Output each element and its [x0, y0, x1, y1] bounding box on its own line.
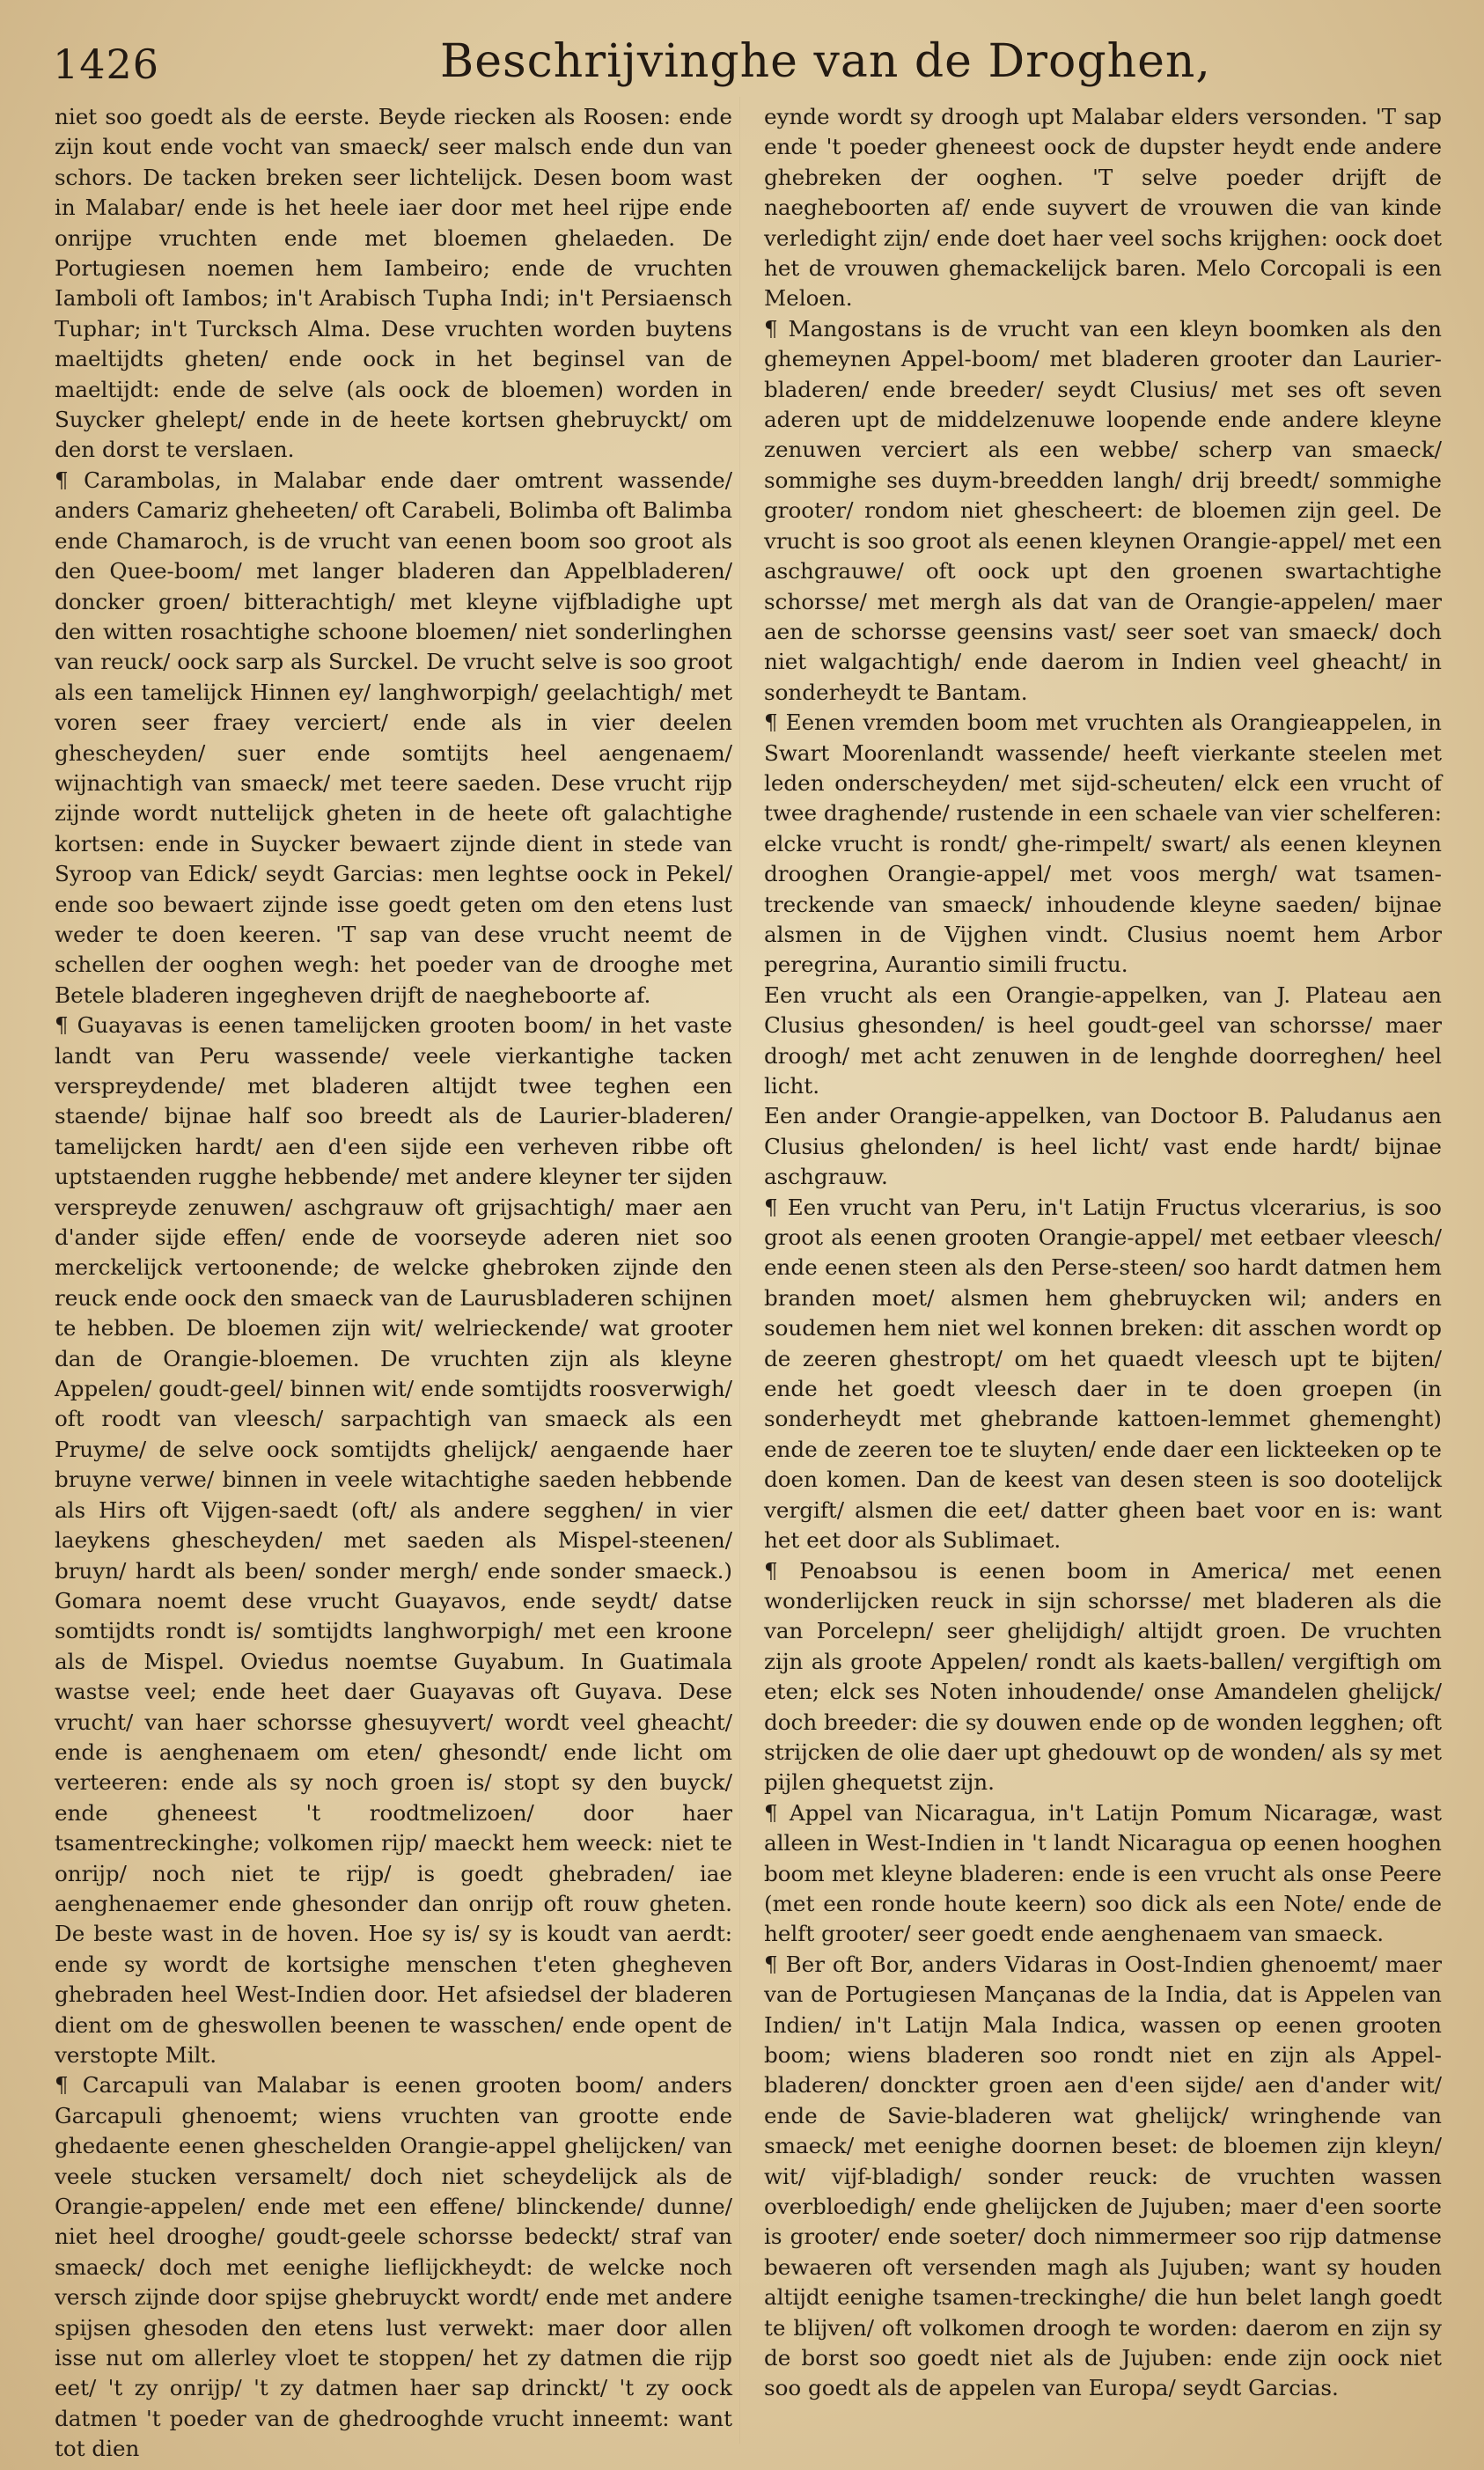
paragraph-carcapuli-cont: eynde wordt sy droogh upt Malabar elders versonden. 'T sap ende 't poeder gheneest oock de dupster heydt ende andere ghebreken der ooghen. 'T selve poeder drijft de naegheboorten af/ ende suyvert de vrouwen die van kinde verledight zijn/ ende doet haer veel sochs krijghen: oock doet het de vrouwen ghemackelijck baren. Melo Corcopali is een Meloen. [764, 104, 1442, 312]
paragraph-nicaragua: ¶ Appel van Nicaragua, in't Latijn Pomum Nicaragæ, wast alleen in West-Indien in 't landt Nicaragua op eenen hooghen boom met kleyne bladeren: ende is een vrucht als onse Peere (met een ronde houte keern) soo dick als een Note/ ende de helft grooter/ seer goedt ende aenghenaem van smaeck. [764, 1799, 1442, 1947]
column-gutter [739, 97, 740, 2444]
paragraph-guayavas: ¶ Guayavas is eenen tamelijcken grooten boom/ in het vaste landt van Peru wassende/ veele vierkantighe tacken verspreydende/ met bladeren altijdt twee teghen een staende/ bijnae half soo breedt als de Laurier-bladeren/ tamelijcken hardt/ aen d'een sijde een verheven ribbe oft uptstaenden rugghe hebbende/ met andere kleyner ter sijden verspreyde zenuwen/ aschgrauw oft grijsachtigh/ maer aen d'ander sijde effen/ ende de voorseyde aderen niet soo merckelijck vertoonende; de welcke ghebroken zijnde den reuck ende oock den smaeck van de Laurusbladeren schijnen te hebben. De bloemen zijn wit/ welrieckende/ wat grooter dan de Orangie-bloemen. De vruchten zijn als kleyne Appelen/ goudt-geel/ binnen wit/ ende somtijdts roosverwigh/ oft roodt van vleesch/ sarpachtigh van smaeck als een Pruyme/ de selve oock somtijdts ghelijck/ aengaende haer bruyne verwe/ binnen in veele witachtighe saeden hebbende als Hirs oft Vijgen-saedt (oft/ als andere segghen/ in vier laeykens ghescheyden/ met saeden als Mispel-steenen/ bruyn/ hardt als been/ sonder mergh/ ende sonder smaeck.) Gomara noemt dese vrucht Guayavos, ende seydt/ datse somtijdts rondt is/ somtijdts langhworpigh/ met een kroone als de Mispel. Oviedus noemtse Guyabum. In Guatimala wastse veel; ende heet daer Guayavas oft Guyava. Dese vrucht/ van haer schorsse ghesuyvert/ wordt veel gheacht/ ende is aenghenaem om eten/ ghesondt/ ende licht om verteeren: ende als sy noch groen is/ stopt sy den buyck/ ende gheneest 't roodtmelizoen/ door haer tsamentreckinghe; volkomen rijp/ maeckt hem weeck: niet te onrijp/ noch niet te rijp/ is goedt ghebraden/ iae aenghenaemer ende ghesonder dan onrijp oft rouw gheten. De beste wast in de hoven. Hoe sy is/ sy is koudt van aerdt: ende sy wordt de kortsighe menschen t'eten ghegheven ghebraden heel West-Indien door. Het afsiedsel der bladeren dient om de gheswollen beenen te wasschen/ ende opent de verstopte Milt. [55, 1012, 732, 2068]
paragraph-carcapuli: ¶ Carcapuli van Malabar is eenen grooten boom/ anders Garcapuli ghenoemt; wiens vruchten van grootte ende ghedaente eenen gheschelden Orangie-appel ghelijcken/ van veele stucken versamelt/ doch niet scheydelijck als de Orangie-appelen/ ende met een effene/ blinckende/ dunne/ niet heel drooghe/ goudt-geele schorsse bedeckt/ straf van smaeck/ doch met eenighe lieflijckheydt: de welcke noch versch zijnde door spijse ghebruyckt wordt/ ende met andere spijsen ghesoden den etens lust verwekt: maer door allen isse nut om allerley vloet te stoppen/ het zy datmen die rijp eet/ 't zy onrijp/ 't zy datmen haer sap drinckt/ 't zy oock datmen 't poeder van de ghedrooghde vrucht inneemt: want tot dien [55, 2072, 732, 2462]
paragraph-plateau: Een vrucht als een Orangie-appelken, van J. Plateau aen Clusius ghesonden/ is heel goudt-geel van schorsse/ maer droogh/ met acht zenuwen in de lenghde doorreghen/ heel licht. [764, 981, 1442, 1099]
page-number: 1426 [53, 40, 160, 88]
running-title: Beschrijvinghe van de Droghen, [440, 35, 1211, 88]
paragraph-carambolas: ¶ Carambolas, in Malabar ende daer omtrent wassende/ anders Camariz gheheeten/ oft Carabeli, Bolimba oft Balimba ende Chamaroch, is de vrucht van eenen boom soo groot als den Quee-boom/ met langer bladeren dan Appelbladeren/ doncker groen/ bitterachtigh/ met kleyne vijfbladighe upt den witten rosachtighe schoone bloemen/ niet sonderlinghen van reuck/ oock sarp als Surckel. De vrucht selve is soo groot als een tamelijck Hinnen ey/ langhworpigh/ geelachtigh/ met voren seer fraey verciert/ ende als in vier deelen ghescheyden/ suer ende somtijts heel aengenaem/ wijnachtigh van smaeck/ met teere saeden. Dese vrucht rijp zijnde wordt nuttelijck gheten in de heete oft galachtighe kortsen: ende in Suycker bewaert zijnde dient in stede van Syroop van Edick/ seydt Garcias: men leghtse oock in Pekel/ ende soo bewaert zijnde isse goedt geten om den etens lust weder te doen keeren. 'T sap van dese vrucht neemt de schellen der ooghen wegh: het poeder van de drooghe met Betele bladeren ingegheven drijft de naegheboorte af. [55, 467, 732, 1008]
paragraph-peru-fruit: ¶ Een vrucht van Peru, in't Latijn Fructus vlcerarius, is soo groot als eenen grooten Orangie-appel/ met eetbaer vleesch/ ende eenen steen als den Perse-steen/ soo hardt datmen hem branden moet/ alsmen hem ghebruycken wil; anders en soudemen hem niet wel konnen breken: dit asschen wordt op de zeeren ghestropt/ om het quaedt vleesch upt te bijten/ ende het goedt vleesch daer in te doen groepen (in sonderheydt met ghebrande kattoen-lemmet ghemenght) ende de zeeren toe te sluyten/ ende daer een lickteeken op te doen komen. Dan de keest van desen steen is soo dootelijck vergift/ alsmen die eet/ datter gheen baet voor en is: want het eet door als Sublimaet. [764, 1194, 1442, 1554]
running-head [53, 30, 1431, 92]
paragraph-paludanus: Een ander Orangie-appelken, van Doctoor B. Paludanus aen Clusius ghelonden/ is heel licht/ vast ende hardt/ bijnae aschgrauw. [764, 1103, 1442, 1190]
paragraph-vremden-boom: ¶ Eenen vremden boom met vruchten als Orangieappelen, in Swart Moorenlandt wassende/ heeft vierkante steelen met leden onderscheyden/ met sijd-scheuten/ elck een vrucht of twee draghende/ rustende in een schaele van vier schelferen: elcke vrucht is rondt/ ghe-rimpelt/ swart/ als eenen kleynen drooghen Orangie-appel/ met voos mergh/ wat tsamen-treckende van smaeck/ inhoudende kleyne saeden/ bijnae alsmen in de Vijghen vindt. Clusius noemt hem Arbor peregrina, Aurantio simili fructu. [764, 709, 1442, 978]
left-column [55, 102, 732, 2462]
paragraph-penoabsou: ¶ Penoabsou is eenen boom in America/ met eenen wonderlijcken reuck in sijn schorsse/ met bladeren als die van Porcelepn/ seer ghelijdigh/ altijdt groen. De vruchten zijn als groote Appelen/ rondt als kaets-ballen/ vergiftigh om eten; elck ses Noten inhoudende/ onse Amandelen ghelijck/ doch breeder: die sy douwen ende op de wonden legghen; oft strijcken de olie daer upt ghedouwt op de wonden/ als sy met pijlen ghequetst zijn. [764, 1557, 1442, 1796]
right-column [764, 102, 1442, 2435]
paragraph-jambos: niet soo goedt als de eerste. Beyde riecken als Roosen: ende zijn kout ende vocht van smaeck/ seer malsch ende dun van schors. De tacken breken seer lichtelijck. Desen boom wast in Malabar/ ende is het heele iaer door met heel rijpe ende onrijpe vruchten ende met bloemen ghelaeden. De Portugiesen noemen hem Iambeiro; ende de vruchten Iamboli oft Iambos; in't Arabisch Tupha Indi; in't Persiaensch Tuphar; in't Turcksch Alma. Dese vruchten worden buytens maeltijdts gheten/ ende oock in het beginsel van de maeltijdt: ende de selve (als oock de bloemen) worden in Suycker ghelept/ ende in de heete kortsen ghebruyckt/ om den dorst te verslaen. [55, 104, 732, 463]
paragraph-mangostans: ¶ Mangostans is de vrucht van een kleyn boomken als den ghemeynen Appel-boom/ met bladeren grooter dan Laurier-bladeren/ ende breeder/ seydt Clusius/ met ses oft seven aderen upt de middelzenuwe loopende ende andere kleyne zenuwen verciert als een webbe/ scherp van smaeck/ sommighe ses duym-breedden langh/ drij breedt/ sommighe grooter/ rondom niet ghescheert: de bloemen zijn geel. De vrucht is soo groot als eenen kleynen Orangie-appel/ met een aschgrauwe/ oft oock upt den groenen swartachtighe schorsse/ met mergh als dat van de Orangie-appelen/ maer aen de schorsse geensins vast/ seer soet van smaeck/ doch niet walgachtigh/ ende daerom in Indien veel gheacht/ in sonderheydt te Bantam. [764, 315, 1442, 705]
paragraph-ber: ¶ Ber oft Bor, anders Vidaras in Oost-Indien ghenoemt/ maer van de Portugiesen Mançanas de la India, dat is Appelen van Indien/ in't Latijn Mala Indica, wassen op eenen grooten boom; wiens bladeren soo rondt niet en zijn als Appel-bladeren/ donckter groen aen d'een sijde/ aen d'ander wit/ ende de Savie-bladeren wat ghelijck/ wringhende van smaeck/ met eenighe doornen beset: de bloemen zijn kleyn/ wit/ vijf-bladigh/ sonder reuck: de vruchten wassen overbloedigh/ ende ghelijcken de Jujuben; maer d'een soorte is grooter/ ende soeter/ doch nimmermeer soo rijp datmense bewaeren oft versenden magh als Jujuben; want sy houden altijdt eenighe tsamen-treckinghe/ die hun belet langh goedt te blijven/ oft volkomen droogh te worden: daerom en zijn sy de borst soo goedt niet als de Jujuben: ende zijn oock niet soo goedt als de appelen van Europa/ seydt Garcias. [764, 1951, 1442, 2401]
